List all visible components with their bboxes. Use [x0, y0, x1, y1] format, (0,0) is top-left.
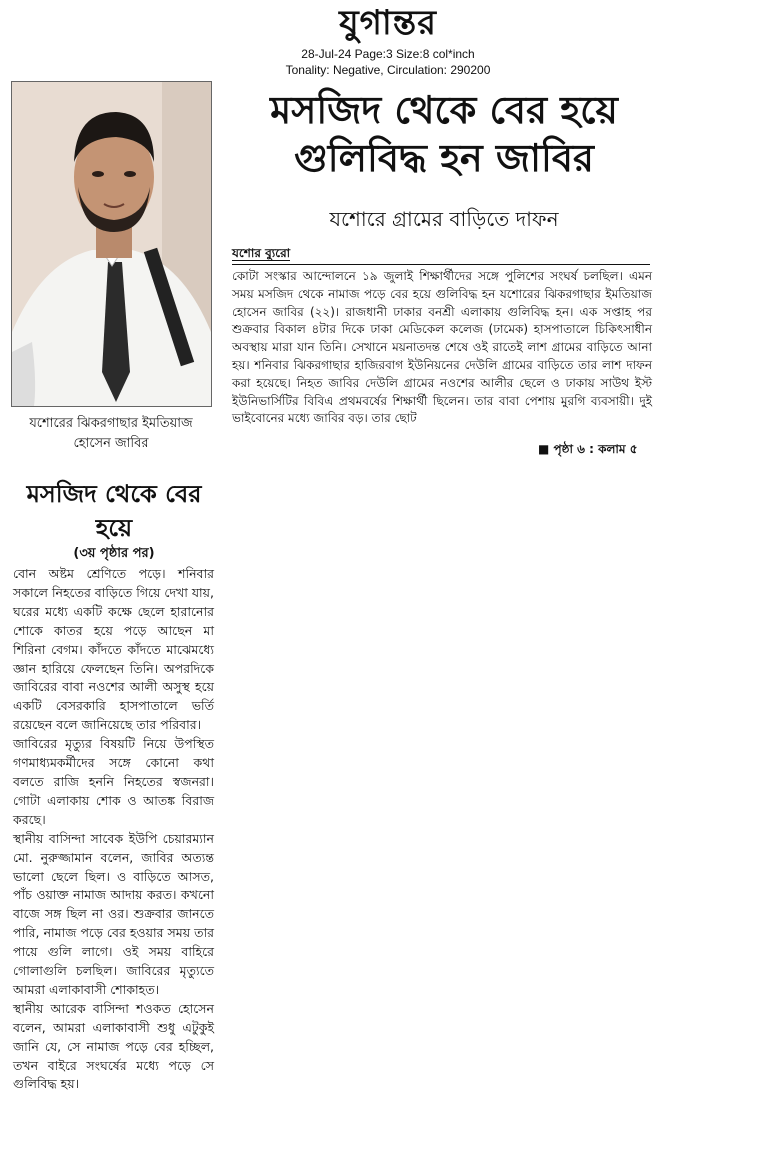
- continuation-subtitle: (৩য় পৃষ্ঠার পর): [73, 546, 155, 561]
- continuation-paragraph: স্থানীয় বাসিন্দা সাবেক ইউপি চেয়ারম্যান মো. নুরুজ্জামান বলেন, জাবির অত্যন্ত ভালো ছেলে ছিল। ও বাড়িতে আসত, পাঁচ ওয়াক্ত নামাজ আদায় করত। কখনো বাজে সঙ্গ ছিল না ওর। শুক্রবার জানতে পারি, নামাজ পড়ে বের হওয়ার সময় তার পায়ে গুলি লাগে। ওই সময় বাহিরে গোলাগুলি চলছিল। জাবিরের মৃত্যুতে আমরা এলাকাবাসী শোকাহত।: [13, 830, 214, 997]
- continuation-title: মসজিদ থেকে বের হয়ে: [26, 480, 202, 542]
- article-body: কোটা সংস্কার আন্দোলনে ১৯ জুলাই শিক্ষার্থীদের সঙ্গে পুলিশের সংঘর্ষ চলছিল। এমন সময় মসজিদ থেকে নামাজ পড়ে বের হয়ে গুলিবিদ্ধ হন যশোরের ঝিকরগাছার ইমতিয়াজ হোসেন জাবির (২২)। রাজধানী ঢাকার বনশ্রী এলাকায় গুলিবিদ্ধ হন। এক সপ্তাহ পর শুক্রবার বিকাল ৪টার দিকে ঢাকা মেডিকেল কলেজ (ঢামেক) হাসপাতালে চিকিৎসাধীন অবস্থায় মারা যান তিনি। সেখানে ময়নাতদন্ত শেষে ওই রাতেই লাশ গ্রামের বাড়িতে আনা হয়। শনিবার ঝিকরগাছার হাজিরবাগ ইউনিয়নের দেউলি গ্রামের বাড়িতে তার লাশ দাফন করা হয়েছে। নিহত জাবির দেউলি গ্রামের নওশের আলীর ছেলে ও ঢাকায় সাউথ ইস্ট ইউনিভার্সিটির বিবিএ প্রথমবর্ষের শিক্ষার্থী ছিলেন। তার বাবা পেশায় মুরগি ব্যবসায়ী। দুই ভাইবোনের মধ্যে জাবির বড়। তার ছোট: [232, 269, 652, 426]
- byline-rule: [232, 264, 650, 265]
- newspaper-masthead: যুগান্তর: [339, 3, 437, 43]
- portrait-photo: [11, 81, 212, 407]
- continuation-paragraph: বোন অষ্টম শ্রেণিতে পড়ে। শনিবার সকালে নিহতের বাড়িতে গিয়ে দেখা যায়, ঘরের মধ্যে একটি কক্ষে ছেলে হারানোর শোকে কাতর হয়ে পড়ে আছেন মা শিরিনা বেগম। কাঁদতে কাঁদতে মাঝেমধ্যে জ্ঞান হারিয়ে ফেলছেন তিনি। অপরদিকে জাবিরের বাবা নওশের আলী অসুস্থ হয়ে একটি বেসরকারি হাসপাতালে ভর্তি রয়েছেন বলে জানিয়েছে তার পরিবার।: [13, 566, 214, 733]
- continuation-jump-ref: ■ পৃষ্ঠা ৬ : কলাম ৫: [538, 442, 638, 456]
- article-headline: মসজিদ থেকে বের হয়ে গুলিবিদ্ধ হন জাবির: [270, 88, 618, 180]
- clipping-meta-tonality: Tonality: Negative, Circulation: 290200: [285, 63, 491, 77]
- clipping-meta-date: 28-Jul-24 Page:3 Size:8 col*inch: [301, 47, 475, 61]
- article-subheadline: যশোরে গ্রামের বাড়িতে দাফন: [329, 207, 559, 231]
- continuation-paragraph: স্থানীয় আরেক বাসিন্দা শওকত হোসেন বলেন, আমরা এলাকাবাসী শুধু এটুকুই জানি যে, সে নামাজ পড়ে বের হচ্ছিল, তখন বাইরে সংঘর্ষের মধ্যে পড়ে সে গুলিবিদ্ধ হয়।: [13, 1000, 214, 1092]
- article-byline: যশোর ব্যুরো: [232, 246, 291, 260]
- portrait-illustration: [12, 82, 211, 406]
- continuation-body: [13, 565, 214, 1094]
- continuation-paragraph: জাবিরের মৃত্যুর বিষয়টি নিয়ে উপস্থিত গণমাধ্যমকর্মীদের সঙ্গে কোনো কথা বলতে রাজি হননি নিহতের স্বজনরা। গোটা এলাকায় শোক ও আতঙ্ক বিরাজ করছে।: [13, 736, 214, 827]
- photo-caption: যশোরের ঝিকরগাছার ইমতিয়াজ হোসেন জাবির: [29, 416, 193, 451]
